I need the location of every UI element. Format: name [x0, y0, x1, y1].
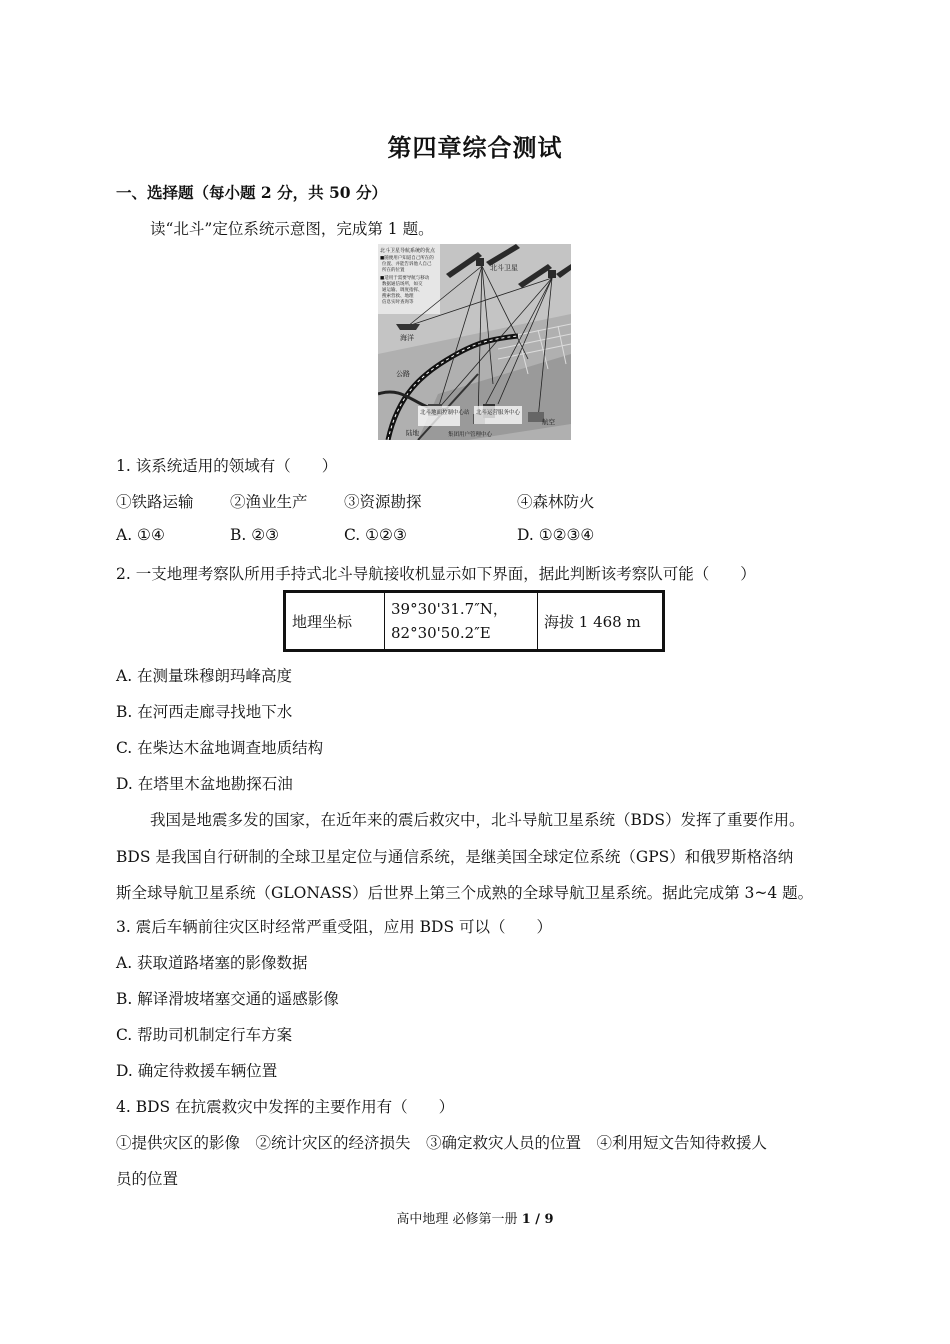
section-heading: 一、选择题（每小题 2 分，共 50 分）	[116, 183, 387, 202]
service-center-label: 北斗运营服务中心	[476, 410, 521, 416]
question-2-option-d: D. 在塔里木盆地勘探石油	[116, 775, 293, 793]
question-1-item: ①铁路运输	[116, 493, 194, 511]
page-footer	[0, 1208, 950, 1227]
group-user-label: 集团用户管理中心	[448, 432, 493, 438]
question-1-option-d: D. ①②③④	[517, 526, 595, 544]
question-2-option-a: A. 在测量珠穆朗玛峰高度	[116, 667, 293, 685]
passage-line: BDS 是我国自行研制的全球卫星定位与通信系统，是继美国全球定位系统（GPS）和俄罗斯格洛纳	[116, 848, 794, 866]
question-1-item: ②渔业生产	[230, 493, 308, 511]
question-1-item: ④森林防火	[517, 493, 595, 511]
longitude-value: 82°30'50.2″E	[391, 624, 491, 642]
question-3-option-b: B. 解译滑坡堵塞交通的遥感影像	[116, 990, 339, 1008]
ocean-label: 海洋	[400, 334, 414, 342]
question-1-option-a: A. ①④	[116, 526, 165, 544]
legend-line: 信息实时查询等	[382, 300, 414, 305]
aviation-label: 航空	[542, 418, 555, 426]
altitude-value: 海拔 1 468 m	[538, 592, 664, 651]
control-center-label: 北斗地面控制中心站	[420, 410, 470, 416]
legend-line: 所在的位置	[382, 268, 405, 273]
question-2-option-b: B. 在河西走廊寻找地下水	[116, 703, 293, 721]
page-title: 第四章综合测试	[387, 133, 563, 162]
question-4-items: ①提供灾区的影像 ②统计灾区的经济损失 ③确定救灾人员的位置 ④利用短文告知待救援人	[116, 1134, 768, 1152]
beidou-diagram	[378, 244, 571, 440]
question-4-items-cont: 员的位置	[116, 1170, 179, 1188]
question-1-stem: 1. 该系统适用的领域有（ ）	[116, 457, 338, 475]
legend-line: ■随便用户知道自己所在的	[380, 256, 434, 261]
question-2-option-c: C. 在柴达木盆地调查地质结构	[116, 739, 324, 757]
legend-line: 搜索营救、地理	[382, 294, 414, 299]
geo-coordinate-label: 地理坐标	[285, 592, 385, 651]
land-label: 陆地	[406, 429, 419, 437]
question-4-stem: 4. BDS 在抗震救灾中发挥的主要作用有（ ）	[116, 1098, 455, 1116]
road-label: 公路	[396, 370, 410, 378]
satellite-label: 北斗卫星	[490, 264, 518, 272]
navigation-display-table	[283, 590, 665, 652]
question-3-option-a: A. 获取道路堵塞的影像数据	[116, 954, 308, 972]
passage-line: 我国是地震多发的国家，在近年来的震后救灾中，北斗导航卫星系统（BDS）发挥了重要作用。	[150, 811, 805, 829]
legend-line: 位置、并能告诉他人自己	[382, 262, 432, 267]
geo-coordinate-value	[385, 592, 538, 651]
legend-line: 数据通信场所，如交	[382, 282, 423, 287]
beidou-diagram-figure	[378, 244, 571, 440]
latitude-value: 39°30'31.7″N，	[391, 600, 508, 618]
footer-text: 高中地理 必修第一册	[396, 1212, 518, 1227]
question-intro: 读“北斗”定位系统示意图，完成第 1 题。	[150, 220, 434, 238]
question-3-option-c: C. 帮助司机制定行车方案	[116, 1026, 293, 1044]
question-1-option-c: C. ①②③	[344, 526, 407, 544]
page-number: 1 / 9	[521, 1212, 554, 1227]
question-3-stem: 3. 震后车辆前往灾区时经常严重受阻，应用 BDS 可以（ ）	[116, 918, 553, 936]
passage-line: 斯全球导航卫星系统（GLONASS）后世界上第三个成熟的全球导航卫星系统。据此完成第 3~4 题。	[116, 884, 814, 902]
question-1-item: ③资源勘探	[344, 493, 422, 511]
legend-line: ■适用于需要导航与移动	[380, 276, 430, 281]
question-2-stem: 2. 一支地理考察队所用手持式北斗导航接收机显示如下界面，据此判断该考察队可能（ ）	[116, 565, 756, 583]
legend-title: 北斗卫星导航系统的优点	[380, 248, 436, 254]
question-1-option-b: B. ②③	[230, 526, 280, 544]
question-3-option-d: D. 确定待救援车辆位置	[116, 1062, 278, 1080]
legend-line: 通运输、调度指挥、	[382, 288, 423, 293]
